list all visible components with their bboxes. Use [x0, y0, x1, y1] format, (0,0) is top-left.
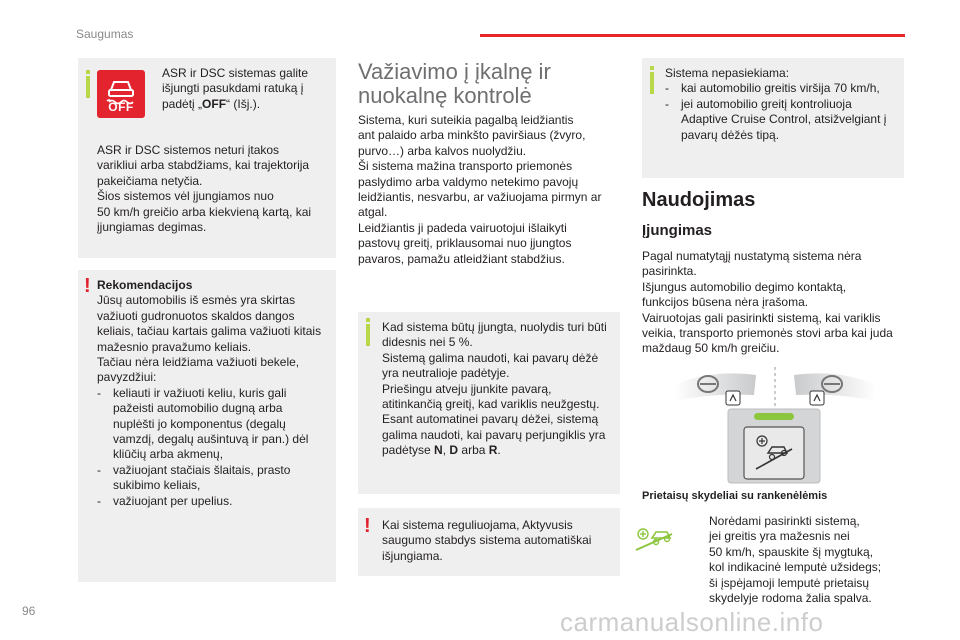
text-line: pavaros, pamažu atleidžiant stabdžius. — [358, 251, 565, 266]
warning-marker-icon: ! — [364, 515, 371, 537]
text-line: Ši sistema mažina transporto priemonės — [358, 159, 573, 174]
recommendations-text — [97, 278, 333, 509]
text-line: Tačiau nėra leidžiama važiuoti bekele, — [97, 355, 300, 370]
text-line: 50 km/h, spauskite šį mygtuką, — [709, 544, 874, 559]
text-line: Kai sistema reguliuojama, Aktyvusis — [382, 518, 573, 532]
activation-subheading: Įjungimas — [642, 222, 713, 239]
warning-marker-icon: ! — [84, 275, 91, 297]
text-line: jei automobilio greitį kontroliuoja — [681, 96, 852, 111]
text-line: Vairuotojas gali pasirinkti sistemą, kai variklis — [642, 310, 881, 325]
text-line: pakeičiama netyčia. — [97, 173, 203, 188]
text-line: keliais, tačiau kartais galima važiuoti kitais — [97, 324, 322, 339]
gear-r: R — [488, 443, 498, 458]
list-item — [665, 97, 901, 143]
list-dash: - — [665, 96, 669, 111]
text-line: Esant automatinei pavarų dėžei, sistemą — [382, 412, 599, 427]
text-line: nuplėšti jo komponentus (degalų — [113, 416, 286, 431]
hill-descent-heading — [358, 60, 551, 108]
text-fragment: arba — [458, 443, 489, 458]
usage-heading: Naudojimas — [642, 189, 756, 211]
off-badge-label: OFF — [108, 100, 134, 114]
text-line: įjungiamas degimas. — [97, 220, 207, 235]
text-line: mažesnio pravažumo keliais. — [97, 339, 252, 354]
asr-dsc-paragraph — [97, 143, 333, 235]
text-line: kol indikacinė lemputė užsidegs; — [709, 560, 882, 575]
text-line: Kad sistema būtų įjungta, nuolydis turi būti — [382, 320, 607, 334]
text-line: skydelyje rodoma žalia spalva. — [709, 591, 872, 606]
text-line: kliūčių arba akmenų, — [113, 447, 224, 462]
text-line: vamzdį, degalų aušintuvą ir pan.) dėl — [113, 432, 309, 447]
text-line: Norėdami pasirinkti sistemą, — [709, 514, 860, 528]
esc-off-text — [162, 66, 332, 112]
heading-line: Važiavimo į įkalnę ir — [358, 59, 551, 84]
off-keyword: OFF — [202, 96, 227, 111]
text-line: maždaug 50 km/h greičiu. — [642, 341, 780, 356]
text-line: išjungti pasukdami ratuką į — [162, 81, 304, 96]
text-line: išjungiama. — [382, 548, 443, 563]
text-line: Leidžiantis ji padeda vairuotojui išlaikyti — [358, 220, 567, 235]
text-line: Adaptive Cruise Control, atsižvelgiant į — [681, 112, 887, 127]
text-line: Sistema, kuri suteikia pagalbą leidžiantis — [358, 113, 574, 127]
text-line: Pagal numatytąjį nustatymą sistema nėra — [642, 249, 862, 263]
text-line: veikia, transporto priemonės stovi arba kai juda — [642, 326, 893, 341]
text-line: ši įspėjamoji lemputė prietaisų — [709, 575, 870, 590]
watermark: carmanualsonline.info — [560, 607, 824, 637]
text-line: ASR ir DSC sistemas galite — [162, 66, 309, 80]
text-line: Sistemą galima naudoti, kai pavarų dėžė — [382, 350, 599, 365]
text-line: pavyzdžiui: — [97, 370, 157, 385]
gear-n: N — [434, 443, 443, 458]
text-line: kai automobilio greitis viršija 70 km/h, — [681, 81, 880, 96]
text-line — [382, 443, 616, 458]
text-fragment: “ (Išj.). — [226, 96, 261, 111]
text-line: leidžiantis, nesvarbu, ar važiuojama pirmyn ar — [358, 190, 602, 205]
text-fragment: , — [442, 443, 450, 458]
text-line — [162, 97, 332, 112]
text-line: pastovų greitį, priklausomai nuo įjungtos — [358, 236, 572, 251]
section-title: Saugumas — [76, 27, 134, 41]
esc-off-icon — [97, 70, 145, 118]
activation-conditions-text — [382, 320, 616, 459]
list-dash: - — [97, 493, 101, 508]
heading-line: nuokalnę kontrolė — [358, 83, 532, 108]
text-line: sukibimo keliais, — [113, 478, 201, 493]
gear-d: D — [449, 443, 459, 458]
text-line: Priešingu atveju įjunkite pavarą, — [382, 381, 552, 396]
list-item — [97, 386, 333, 463]
hill-descent-icon — [632, 524, 678, 554]
text-line: galima naudoti, kai pavarų perjungiklis yra — [382, 427, 606, 442]
info-marker-icon — [366, 324, 370, 346]
text-fragment: padėtyse — [382, 443, 435, 458]
text-line: jei greitis yra mažesnis nei — [709, 529, 850, 544]
list-dash: - — [665, 81, 669, 96]
text-line: Išjungus automobilio degimo kontaktą, — [642, 279, 847, 294]
text-line: purvo…) arba kalvos nuolydžiu. — [358, 143, 527, 158]
list-item — [97, 494, 333, 509]
text-line: Jūsų automobilis iš esmės yra skirtas — [97, 293, 296, 308]
text-line: funkcijos būsena nėra įrašoma. — [642, 295, 809, 310]
activation-paragraph — [642, 249, 904, 357]
text-line: atitinkančią greitį, kad variklis neužgestų. — [382, 397, 600, 412]
text-line: 50 km/h greičio arba kiekvieną kartą, kai — [97, 204, 312, 219]
text-line: pavarų dėžės tipą. — [681, 127, 780, 142]
page-number: 96 — [22, 604, 36, 618]
aeb-warning-text — [382, 518, 616, 564]
text-line: pasirinkta. — [642, 264, 697, 279]
text-line: Šios sistemos vėl įjungiamos nuo — [97, 189, 274, 204]
text-line: keliauti ir važiuoti keliu, kuris gali — [113, 385, 287, 400]
list-dash: - — [97, 462, 101, 477]
text-line: važiuojant per upelius. — [113, 493, 233, 508]
unavailable-text — [665, 66, 901, 143]
text-line: didesnis nei 5 %. — [382, 335, 473, 350]
hill-descent-intro — [358, 113, 620, 267]
text-line: yra neutralioje padėtyje. — [382, 366, 510, 381]
instruction-lines — [693, 514, 905, 606]
text-line: ASR ir DSC sistemos neturi įtakos — [97, 143, 280, 157]
instrument-cluster-icon — [670, 365, 880, 487]
text-line: ant palaido arba minkšto paviršiaus (žvyro, — [358, 128, 586, 143]
text-line: varikliui arba stabdžiams, kai trajektorija — [97, 158, 310, 173]
text-line: atgal. — [358, 205, 388, 220]
info-marker-icon — [86, 76, 90, 98]
text-line: važiuoti gudronuotos skaldos dangos — [97, 308, 295, 323]
text-fragment: . — [497, 443, 501, 458]
info-marker-icon — [650, 72, 654, 94]
unavailable-title: Sistema nepasiekiama: — [665, 66, 790, 80]
recommendations-title: Rekomendacijos — [97, 278, 193, 292]
text-line: pažeisti automobilio dugną arba — [113, 401, 283, 416]
list-dash: - — [97, 385, 101, 400]
text-line: važiuojant stačiais šlaitais, prasto — [113, 462, 291, 477]
text-fragment: padėtį „ — [162, 96, 203, 111]
text-line: saugumo stabdys sistema automatiškai — [382, 533, 592, 548]
figure-caption: Prietaisų skydeliai su rankenėlėmis — [642, 490, 828, 502]
text-line: paslydimo arba valdymo netekimo pavojų — [358, 174, 579, 189]
header-accent-bar — [480, 34, 905, 37]
selection-instruction — [693, 514, 905, 606]
list-item — [97, 463, 333, 494]
list-item — [665, 81, 901, 96]
